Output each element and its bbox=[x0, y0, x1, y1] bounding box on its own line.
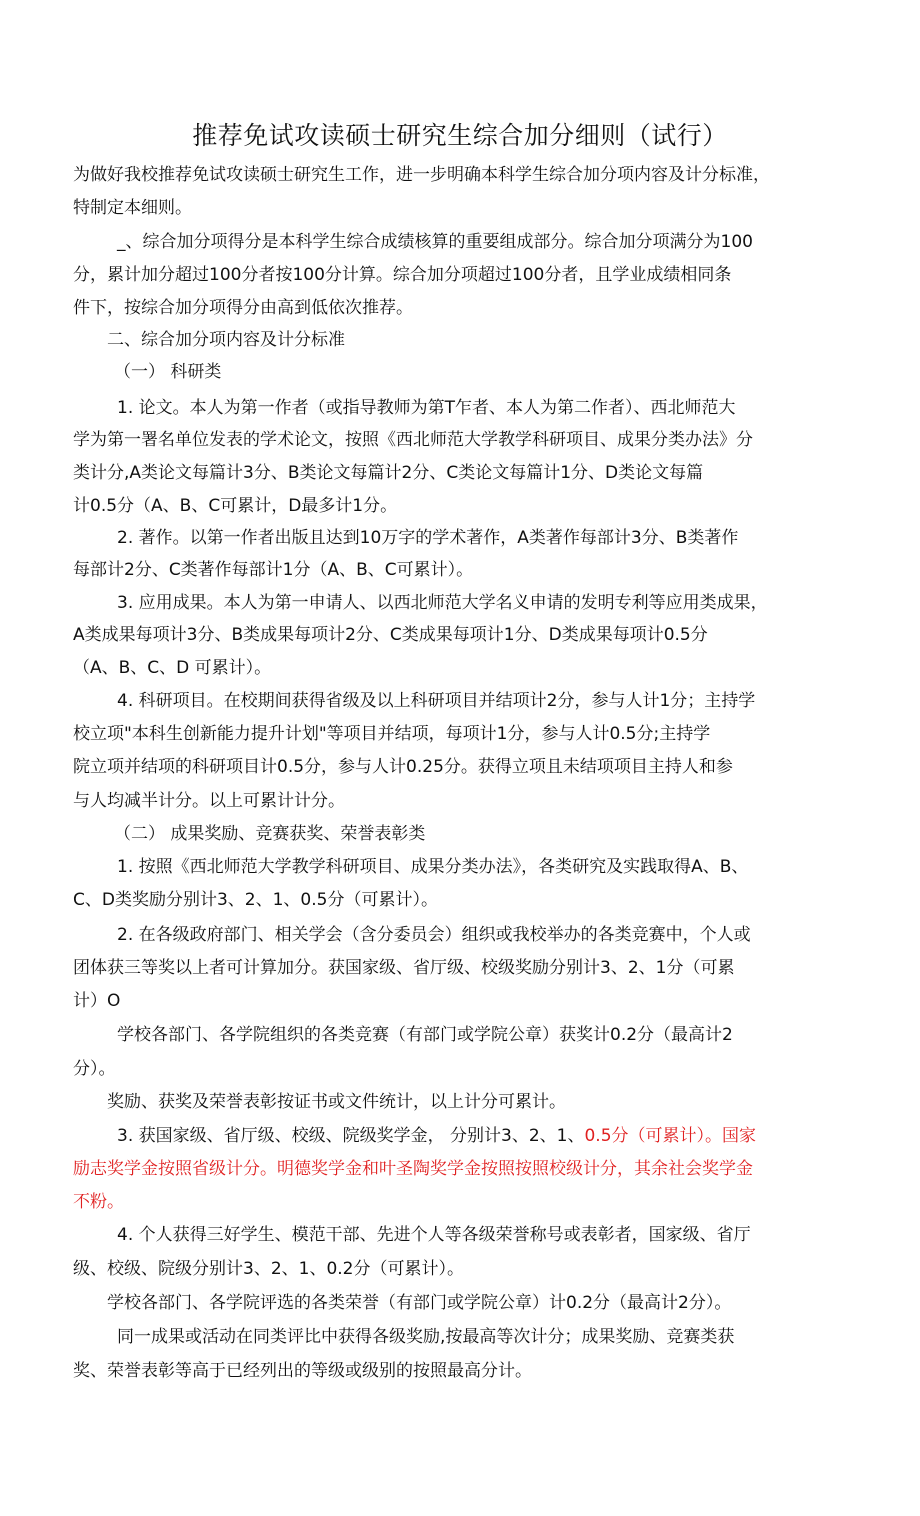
line-text: 级、校级、院级分别计3、2、1、0.2分（可累计）。 bbox=[73, 1259, 464, 1279]
document-line bbox=[117, 589, 768, 617]
line-text: _、综合加分项得分是本科学生综合成绩核算的重要组成部分。综合加分项满分为100 bbox=[117, 232, 753, 252]
document-line bbox=[73, 753, 733, 781]
document-line bbox=[107, 326, 345, 354]
line-text: 件下，按综合加分项得分由高到低依次推荐。 bbox=[73, 298, 413, 318]
document-line bbox=[117, 1323, 734, 1351]
document-line bbox=[117, 853, 748, 881]
document-line bbox=[117, 921, 751, 949]
line-text: 团体获三等奖以上者可计算加分。获国家级、省厅级、校级奖励分别计3、2、1分（可累 bbox=[73, 958, 735, 978]
document-line bbox=[73, 787, 345, 815]
line-text: 特制定本细则。 bbox=[73, 198, 192, 218]
document-line bbox=[73, 426, 753, 454]
document-line bbox=[114, 820, 425, 848]
document-line bbox=[117, 1122, 756, 1150]
line-text: 奖励、获奖及荣誉表彰按证书或文件统计，以上计分可累计。 bbox=[107, 1092, 566, 1112]
line-text: （二） 成果奖励、竞赛获奖、荣誉表彰类 bbox=[114, 824, 426, 844]
line-text: 4. 科研项目。在校期间获得省级及以上科研项目并结项计2分，参与人计1分；主持学 bbox=[117, 691, 756, 711]
document-line bbox=[114, 358, 221, 386]
document-line bbox=[73, 720, 710, 748]
highlighted-text: 0.5分（可累计）。国家 bbox=[584, 1126, 757, 1146]
line-text: 计0.5分（A、B、C可累计，D最多计1分。 bbox=[73, 496, 398, 516]
line-text: 每部计2分、C类著作每部计1分（A、B、C可累计）。 bbox=[73, 560, 474, 580]
document-line bbox=[73, 621, 708, 649]
document-line bbox=[73, 492, 397, 520]
document-line bbox=[107, 1088, 566, 1116]
document-line bbox=[73, 556, 473, 584]
line-text: C、D类奖励分别计3、2、1、0.5分（可累计）。 bbox=[73, 890, 438, 910]
line-text: 分）。 bbox=[73, 1059, 116, 1079]
document-line bbox=[73, 1255, 464, 1283]
line-text: 3. 获国家级、省厅级、校级、院级奖学金， 分别计3、2、1、 bbox=[117, 1126, 585, 1146]
document-line bbox=[117, 524, 738, 552]
line-text: 院立项并结项的科研项目计0.5分，参与人计0.25分。获得立项且未结项项目主持人和参 bbox=[73, 757, 733, 777]
document-line bbox=[73, 194, 192, 222]
document-line bbox=[117, 687, 755, 715]
line-text: 分，累计加分超过100分者按100分计算。综合加分项超过100分者，且学业成绩相同条 bbox=[73, 265, 732, 285]
document-line bbox=[73, 654, 271, 682]
line-text: 2. 著作。以第一作者出版且达到10万字的学术著作，A类著作每部计3分、B类著作 bbox=[117, 528, 739, 548]
line-text: A类成果每项计3分、B类成果每项计2分、C类成果每项计1分、D类成果每项计0.5分 bbox=[73, 625, 708, 645]
line-text: 为做好我校推荐免试攻读硕士研究生工作，进一步明确本科学生综合加分项内容及计分标准， bbox=[73, 165, 770, 185]
line-text: 学为第一署名单位发表的学术论文，按照《西北师范大学教学科研项目、成果分类办法》分 bbox=[73, 430, 753, 450]
document-line bbox=[73, 161, 770, 189]
document-line bbox=[117, 228, 753, 256]
line-text: 计）O bbox=[73, 991, 121, 1011]
line-text: 学校各部门、各学院评选的各类荣誉（有部门或学院公章）计0.2分（最高计2分）。 bbox=[107, 1293, 732, 1313]
line-text: 1. 论文。本人为第一作者（或指导教师为第T乍者、本人为第二作者）、西北师范大 bbox=[117, 398, 736, 418]
line-text: 3. 应用成果。本人为第一申请人、以西北师范大学名义申请的发明专利等应用类成果， bbox=[117, 593, 768, 613]
document-line bbox=[117, 394, 736, 422]
document-line bbox=[73, 1188, 124, 1216]
highlighted-text: 励志奖学金按照省级计分。明德奖学金和叶圣陶奖学金按照按照校级计分，其余社会奖学金 bbox=[73, 1159, 753, 1179]
document-line bbox=[73, 886, 438, 914]
document-line bbox=[73, 987, 120, 1015]
line-text: （A、B、C、D 可累计）。 bbox=[73, 658, 272, 678]
line-text: 二、综合加分项内容及计分标准 bbox=[107, 330, 345, 350]
document-line bbox=[117, 1221, 751, 1249]
line-text: 学校各部门、各学院组织的各类竞赛（有部门或学院公章）获奖计0.2分（最高计2 bbox=[117, 1025, 733, 1045]
highlighted-text: 不粉。 bbox=[73, 1192, 124, 1212]
document-line bbox=[73, 294, 413, 322]
line-text: （一） 科研类 bbox=[114, 362, 222, 382]
line-text: 2. 在各级政府部门、相关学会（含分委员会）组织或我校举办的各类竞赛中，个人或 bbox=[117, 925, 751, 945]
line-text: 校立项"本科生创新能力提升计划"等项目并结项，每项计1分，参与人计0.5分;主持学 bbox=[73, 724, 711, 744]
document-line bbox=[117, 1021, 733, 1049]
line-text: 4. 个人获得三好学生、模范干部、先进个人等各级荣誉称号或表彰者，国家级、省厅 bbox=[117, 1225, 751, 1245]
line-text: 奖、荣誉表彰等高于已经列出的等级或级别的按照最高分计。 bbox=[73, 1361, 532, 1381]
document-line bbox=[107, 1289, 731, 1317]
line-text: 与人均减半计分。以上可累计计分。 bbox=[73, 791, 345, 811]
document-line bbox=[73, 261, 731, 289]
document-line bbox=[73, 1155, 753, 1183]
document-line bbox=[73, 954, 734, 982]
line-text: 类计分,A类论文每篇计3分、B类论文每篇计2分、C类论文每篇计1分、D类论文每篇 bbox=[73, 463, 704, 483]
document-line bbox=[73, 459, 703, 487]
document-line bbox=[73, 1055, 116, 1083]
document-title: 推荐免试攻读硕士研究生综合加分细则（试行） bbox=[192, 121, 728, 150]
line-text: 同一成果或活动在同类评比中获得各级奖励,按最高等次计分；成果奖励、竞赛类获 bbox=[117, 1327, 735, 1347]
document-line bbox=[73, 1357, 532, 1385]
line-text: 1. 按照《西北师范大学教学科研项目、成果分类办法》，各类研究及实践取得A、B、 bbox=[117, 857, 749, 877]
